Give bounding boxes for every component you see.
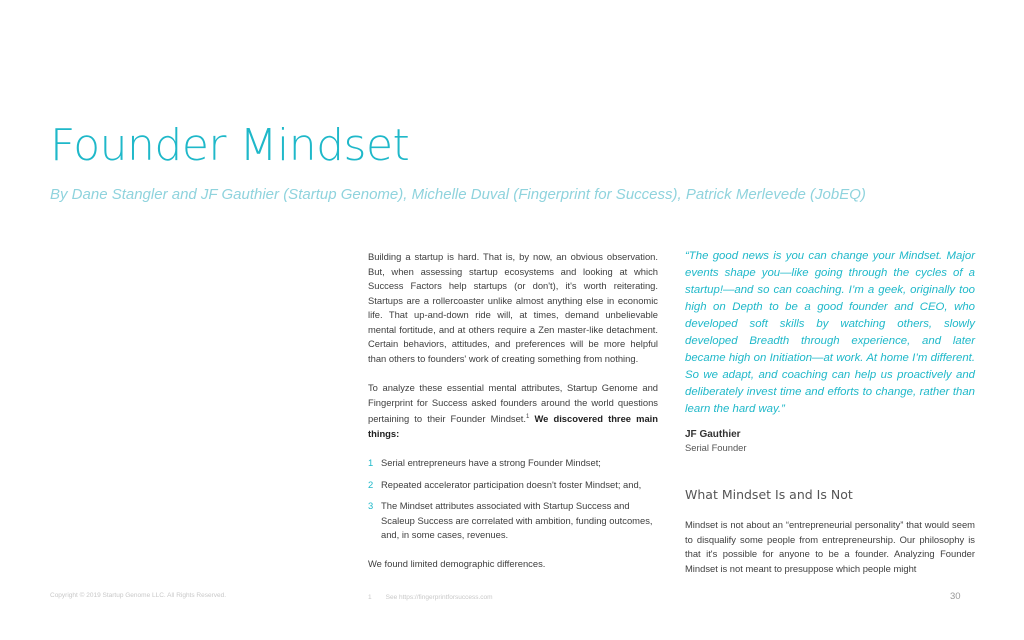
demographic-paragraph: We found limited demographic differences. bbox=[368, 557, 546, 569]
left-column bbox=[368, 250, 658, 586]
footnote-ref: 1 bbox=[526, 414, 530, 420]
list-item bbox=[368, 478, 658, 493]
list-item bbox=[368, 456, 658, 471]
page-title: Founder Mindset bbox=[50, 120, 410, 171]
quote-author-role: Serial Founder bbox=[685, 442, 747, 453]
copyright-notice: Copyright © 2019 Startup Genome LLC. All Rights Reserved. bbox=[50, 592, 227, 599]
list-number: 1 bbox=[368, 457, 374, 469]
findings-list bbox=[368, 456, 658, 543]
page-number: 30 bbox=[950, 591, 961, 602]
footnote-text: See https://fingerprintforsuccess.com bbox=[385, 594, 493, 601]
list-item bbox=[368, 499, 658, 543]
list-number: 3 bbox=[368, 500, 374, 512]
analysis-bold: We discovered three main things: bbox=[368, 413, 658, 439]
footnote bbox=[368, 594, 493, 601]
section-heading: What Mindset Is and Is Not bbox=[685, 487, 853, 502]
analysis-text: To analyze these essential mental attributes, Startup Genome and Fingerprint for Success asked founders around the world questions pertaining to their Founder Mindset. bbox=[368, 382, 658, 425]
list-text: Repeated accelerator participation doesn't foster Mindset; and, bbox=[381, 478, 642, 490]
intro-paragraph: Building a startup is hard. That is, by now, an obvious observation. But, when assessing startup ecosystems and looking at which Success Factors help startups (or don't), it's worth reiterating. Startups are a rollercoaster unlike almost anything else in economic life. That up-and-down ride will, at times, demand unbelievable mental fortitude, and at others require a Zen master-like detachment. Certain behaviors, attitudes, and preferences will be more helpful than others to founders' work of creating something from nothing. bbox=[368, 251, 658, 364]
pull-quote: “The good news is you can change your Mindset. Major events shape you—like going through the cycles of a startup!—and so can coaching. I’m a geek, originally too high on Depth to be a good founder and CEO, who developed soft skills by watching others, slowly developed Breadth through experience, and later became high on Initiation—at work. At home I’m different. So we adapt, and coaching can help us proactively and deliberately invest time and efforts to change, rather than learn the hard way.” bbox=[685, 250, 975, 415]
footnote-number: 1 bbox=[368, 594, 372, 601]
analysis-paragraph bbox=[368, 381, 658, 441]
list-text: Serial entrepreneurs have a strong Founder Mindset; bbox=[381, 457, 601, 469]
list-number: 2 bbox=[368, 478, 374, 490]
list-text: The Mindset attributes associated with Startup Success and Scaleup Success are correlated with ambition, funding outcomes, and, in some cases, revenues. bbox=[381, 500, 653, 541]
byline: By Dane Stangler and JF Gauthier (Startup Genome), Michelle Duval (Fingerprint for Success), Patrick Merlevede (JobEQ) bbox=[50, 186, 866, 203]
quote-author-name: JF Gauthier bbox=[685, 429, 741, 440]
section-body: Mindset is not about an “entrepreneurial personality” that would seem to disqualify some people from entrepreneurship. Our philosophy is that it's possible for anyone to be a founder. Analyzing Founder Mindset is not meant to presuppose which people might bbox=[685, 519, 975, 574]
right-column bbox=[685, 248, 975, 576]
